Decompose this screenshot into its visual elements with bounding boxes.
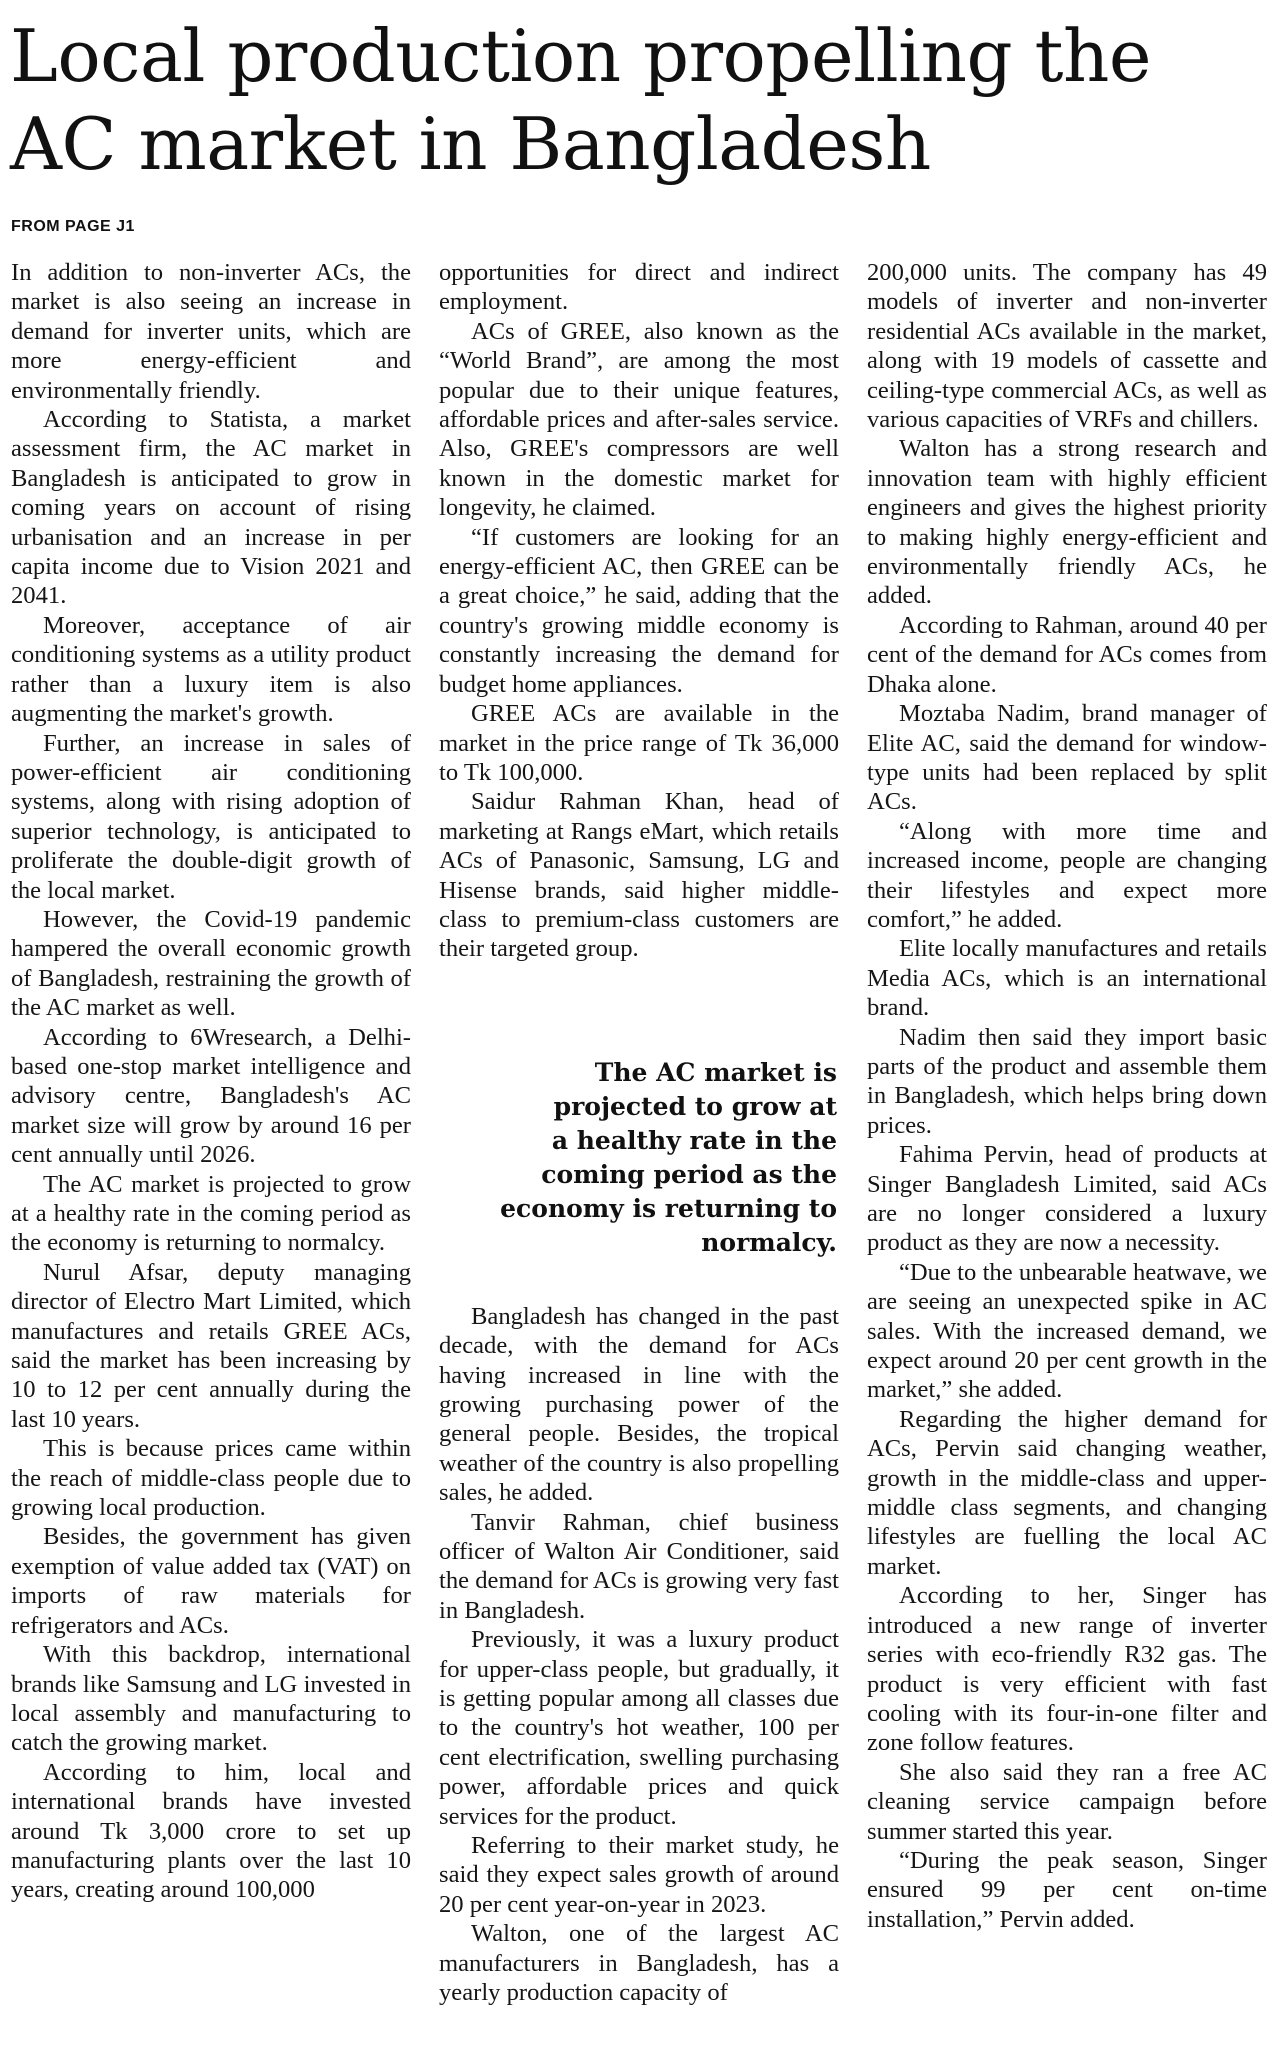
paragraph: Moztaba Nadim, brand manager of Elite AC, said the demand for window-type units had been replaced by split ACs. bbox=[867, 700, 1267, 816]
paragraph: Fahima Pervin, head of products at Singer Bangladesh Limited, said ACs are no longer considered a luxury product as they are now a necessity. bbox=[867, 1141, 1267, 1257]
paragraph: “Due to the unbearable heatwave, we are seeing an unexpected spike in AC sales. With the increased demand, we expect around 20 per cent growth in the market,” she added. bbox=[867, 1258, 1267, 1404]
paragraph: Referring to their market study, he said they expect sales growth of around 20 per cent year-on-year in 2023. bbox=[439, 1832, 839, 1918]
article-column-1 bbox=[11, 258, 411, 1905]
article-column-3 bbox=[867, 258, 1267, 1934]
paragraph: Further, an increase in sales of power-efficient air conditioning systems, along with rising adoption of superior technology, is anticipated to proliferate the double-digit growth of the local market. bbox=[11, 729, 411, 904]
pull-quote-line: coming period as the bbox=[541, 1159, 837, 1189]
pull-quote-line: a healthy rate in the bbox=[551, 1125, 837, 1155]
paragraph: Bangladesh has changed in the past decade, with the demand for ACs having increased in line with the growing purchasing power of the general people. Besides, the tropical weather of the country is also propelling sales, he added. bbox=[439, 1302, 839, 1507]
pull-quote-line: economy is returning to bbox=[500, 1193, 837, 1223]
paragraph: The AC market is projected to grow at a healthy rate in the coming period as the economy is returning to normalcy. bbox=[11, 1170, 411, 1257]
paragraph: However, the Covid-19 pandemic hampered the overall economic growth of Bangladesh, restraining the growth of the AC market as well. bbox=[11, 905, 411, 1022]
from-page-label: FROM PAGE J1 bbox=[11, 218, 135, 235]
paragraph: “If customers are looking for an energy-efficient AC, then GREE can be a great choice,” he said, adding that the country's growing middle economy is constantly increasing the demand for budget home appliances. bbox=[439, 523, 839, 698]
pull-quote-line: projected to grow at bbox=[553, 1091, 837, 1121]
paragraph: “Along with more time and increased income, people are changing their lifestyles and expect more comfort,” he added. bbox=[867, 817, 1267, 933]
paragraph: With this backdrop, international brands like Samsung and LG invested in local assembly and manufacturing to catch the growing market. bbox=[11, 1641, 411, 1757]
paragraph: opportunities for direct and indirect employment. bbox=[439, 259, 839, 316]
pull-quote bbox=[439, 1056, 837, 1260]
paragraph: Elite locally manufactures and retails Media ACs, which is an international brand. bbox=[867, 935, 1267, 1022]
paragraph: ACs of GREE, also known as the “World Brand”, are among the most popular due to their unique features, affordable prices and after-sales service. Also, GREE's compressors are well known in the domestic market for longevity, he claimed. bbox=[439, 317, 839, 522]
paragraph: Previously, it was a luxury product for upper-class people, but gradually, it is getting popular among all classes due to the country's hot weather, 100 per cent electrification, swelling purchasing power, affordable prices and quick services for the product. bbox=[439, 1626, 839, 1830]
paragraph: According to him, local and international brands have invested around Tk 3,000 crore to set up manufacturing plants over the last 10 years, creating around 100,000 bbox=[11, 1758, 411, 1904]
article-column-2 bbox=[439, 258, 839, 2008]
pull-quote-line: The AC market is bbox=[594, 1057, 837, 1087]
paragraph: In addition to non-inverter ACs, the market is also seeing an increase in demand for inverter units, which are more energy-efficient and environmentally friendly. bbox=[11, 259, 411, 404]
paragraph: According to Statista, a market assessment firm, the AC market in Bangladesh is anticipated to grow in coming years on account of rising urbanisation and an increase in per capita income due to Vision 2021 and 2041. bbox=[11, 406, 411, 610]
paragraph: GREE ACs are available in the market in the price range of Tk 36,000 to Tk 100,000. bbox=[439, 700, 839, 786]
paragraph: Tanvir Rahman, chief business officer of Walton Air Conditioner, said the demand for ACs is growing very fast in Bangladesh. bbox=[439, 1508, 839, 1624]
paragraph: Nadim then said they import basic parts of the product and assemble them in Bangladesh, which helps bring down prices. bbox=[867, 1023, 1267, 1139]
paragraph: Nurul Afsar, deputy managing director of Electro Mart Limited, which manufactures and retails GREE ACs, said the market has been increasing by 10 to 12 per cent annually during the last 10 years. bbox=[11, 1258, 411, 1433]
headline-line-2: AC market in Bangladesh bbox=[10, 102, 931, 186]
paragraph: She also said they ran a free AC cleaning service campaign before summer started this year. bbox=[867, 1758, 1267, 1845]
pull-quote-line: normalcy. bbox=[701, 1227, 837, 1257]
headline-line-1: Local production propelling the bbox=[10, 14, 1151, 98]
paragraph: Saidur Rahman Khan, head of marketing at Rangs eMart, which retails ACs of Panasonic, Samsung, LG and Hisense brands, said higher middle-class to premium-class customers are their targeted group. bbox=[439, 788, 839, 963]
paragraph: According to 6Wresearch, a Delhi-based one-stop market intelligence and advisory centre, Bangladesh's AC market size will grow by around 16 per cent annually until 2026. bbox=[11, 1023, 411, 1169]
paragraph: Besides, the government has given exemption of value added tax (VAT) on imports of raw materials for refrigerators and ACs. bbox=[11, 1523, 411, 1639]
paragraph: “During the peak season, Singer ensured 99 per cent on-time installation,” Pervin added. bbox=[867, 1846, 1267, 1933]
paragraph: According to Rahman, around 40 per cent of the demand for ACs comes from Dhaka alone. bbox=[867, 611, 1267, 698]
paragraph: 200,000 units. The company has 49 models of inverter and non-inverter residential ACs available in the market, along with 19 models of cassette and ceiling-type commercial ACs, as well as various capacities of VRFs and chillers. bbox=[867, 259, 1267, 434]
paragraph: According to her, Singer has introduced a new range of inverter series with eco-friendly R32 gas. The product is very efficient with fast cooling with its four-in-one filter and zone follow features. bbox=[867, 1582, 1267, 1757]
paragraph: This is because prices came within the reach of middle-class people due to growing local production. bbox=[11, 1435, 411, 1522]
paragraph: Walton has a strong research and innovation team with highly efficient engineers and gives the highest priority to making highly energy-efficient and environmentally friendly ACs, he added. bbox=[867, 435, 1267, 610]
paragraph: Walton, one of the largest AC manufacturers in Bangladesh, has a yearly production capacity of bbox=[439, 1920, 839, 2007]
headline bbox=[10, 12, 1260, 188]
paragraph: Moreover, acceptance of air conditioning systems as a utility product rather than a luxury item is also augmenting the market's growth. bbox=[11, 611, 411, 728]
paragraph: Regarding the higher demand for ACs, Pervin said changing weather, growth in the middle-class and upper-middle class segments, and changing lifestyles are fuelling the local AC market. bbox=[867, 1405, 1267, 1580]
